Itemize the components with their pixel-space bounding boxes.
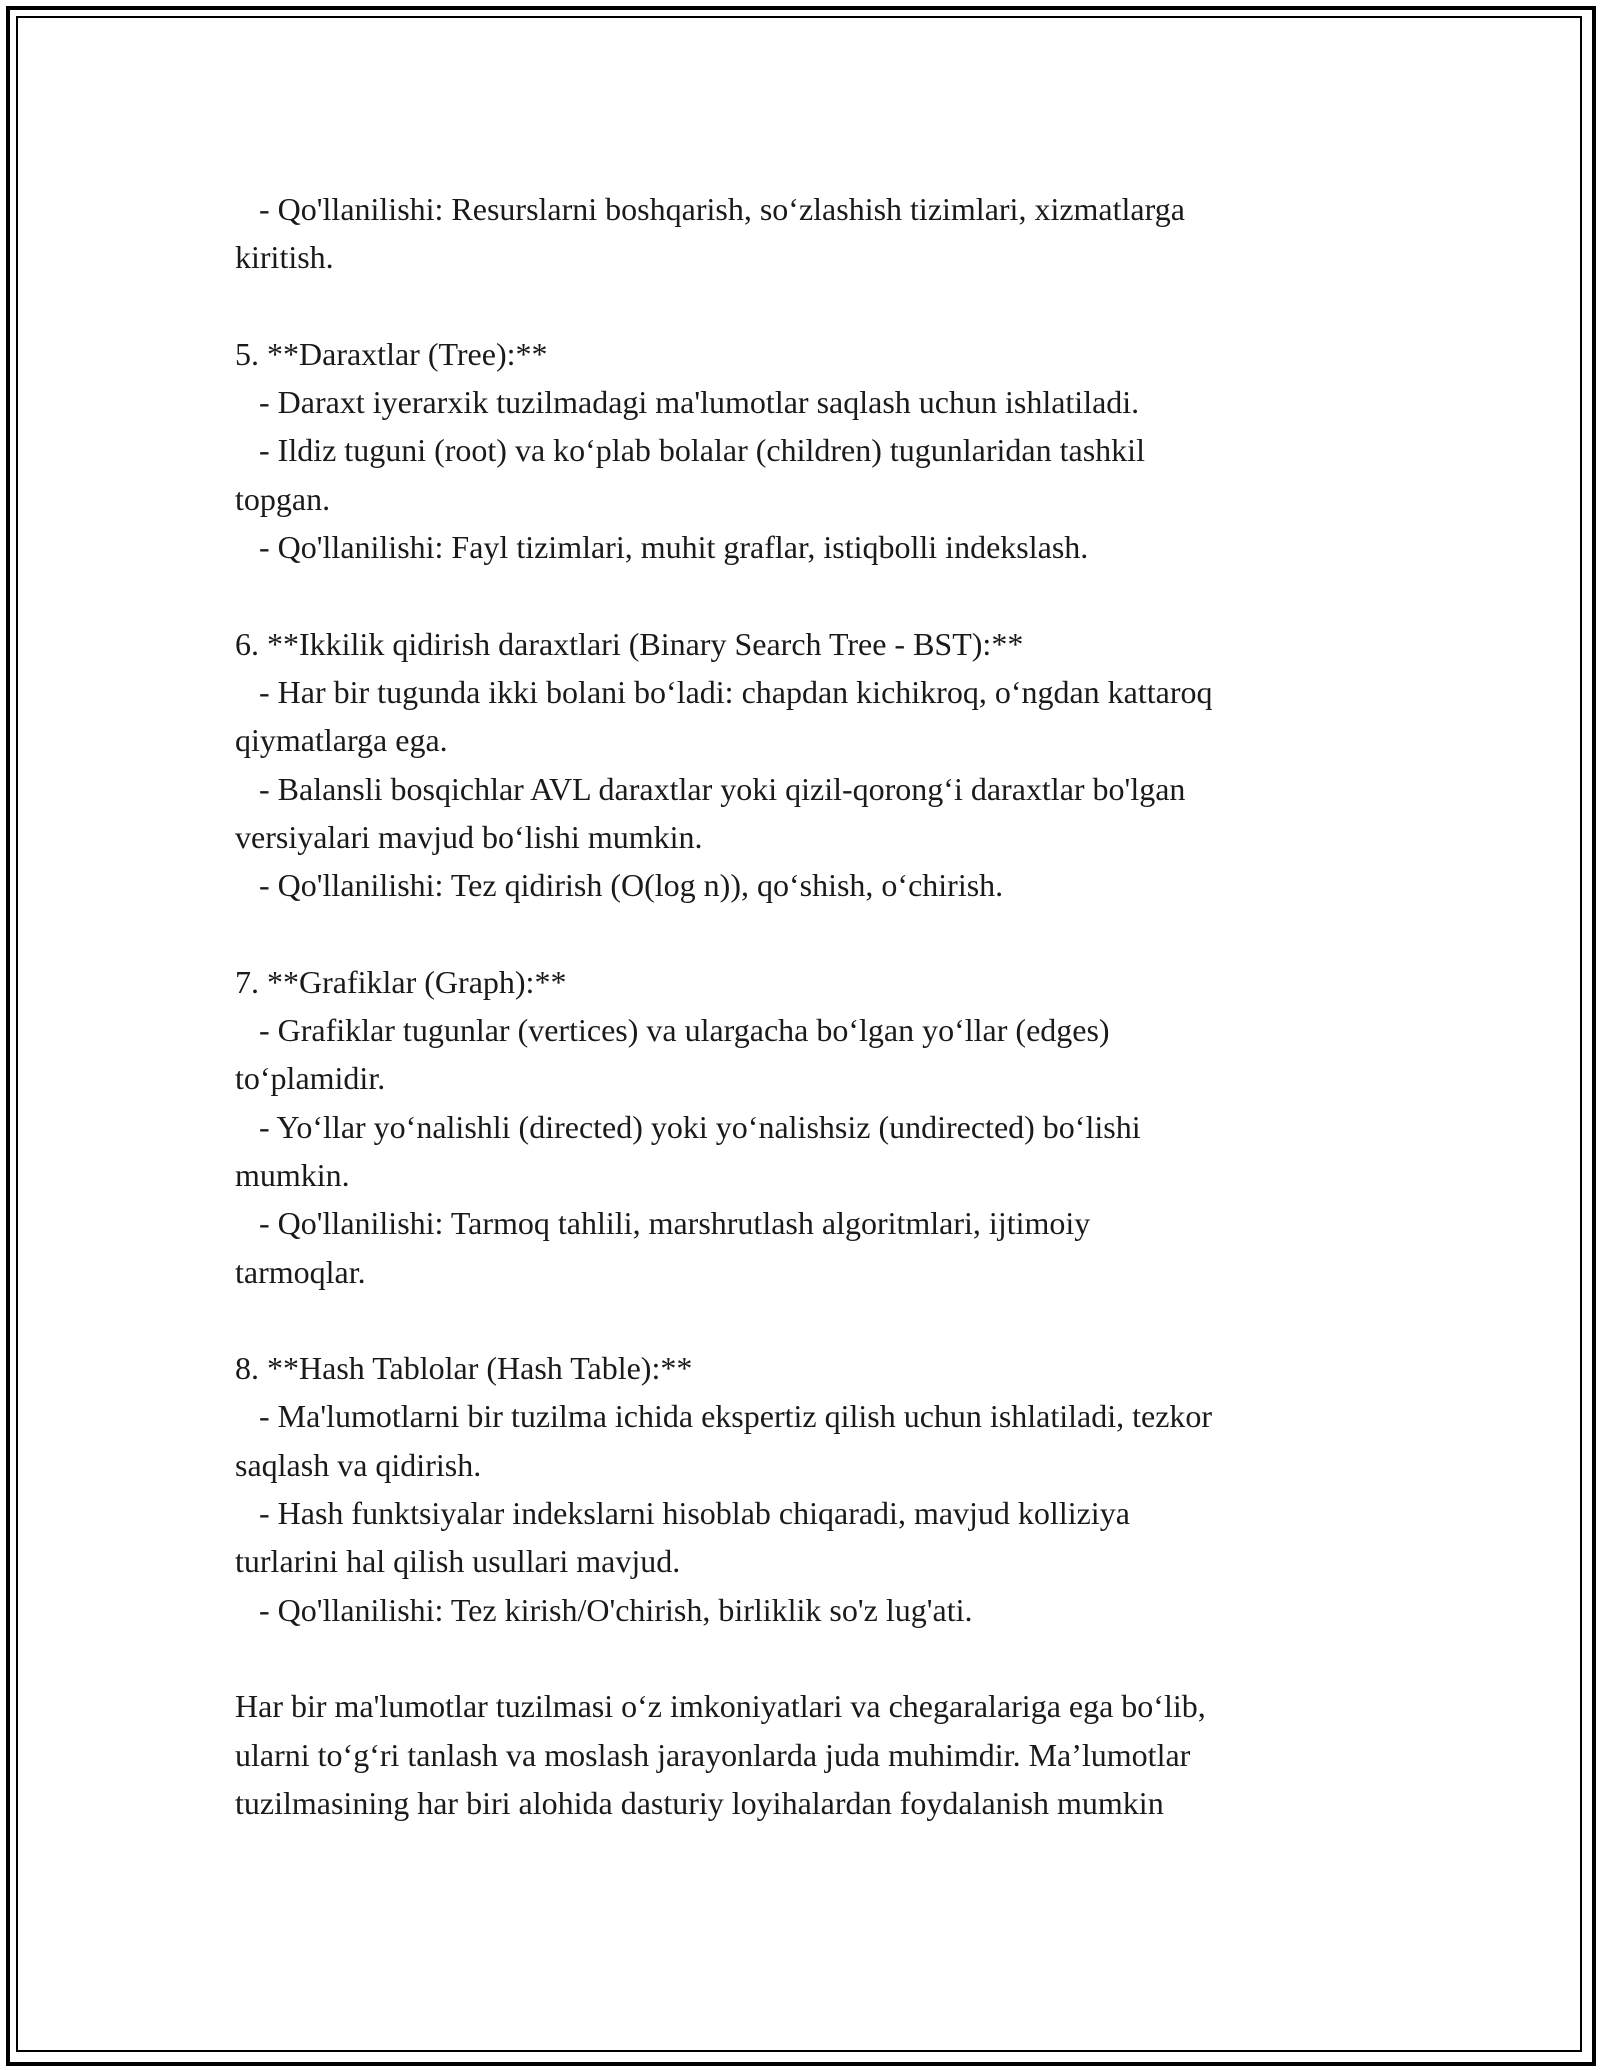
text-line: mumkin. bbox=[235, 1156, 350, 1193]
text-line: - Qo'llanilishi: Resurslarni boshqarish, so‘zlashish tizimlari, xizmatlarga bbox=[235, 191, 1185, 227]
text-line: - Grafiklar tugunlar (vertices) va ulargacha bo‘lgan yo‘llar (edges) bbox=[235, 1012, 1110, 1049]
blank-line bbox=[235, 571, 1365, 619]
text-line: saqlash va qidirish. bbox=[235, 1446, 482, 1483]
section-heading-6: 6. **Ikkilik qidirish daraxtlari (Binary Search Tree - BST):** bbox=[235, 625, 1024, 662]
text-line: - Daraxt iyerarxik tuzilmadagi ma'lumotlar saqlash uchun ishlatiladi. bbox=[235, 384, 1140, 421]
text-line: - Har bir tugunda ikki bolani bo‘ladi: chapdan kichikroq, o‘ngdan kattaroq bbox=[235, 673, 1213, 710]
section-heading-5: 5. **Daraxtlar (Tree):** bbox=[235, 335, 548, 372]
section-heading-7: 7. **Grafiklar (Graph):** bbox=[235, 963, 567, 1000]
text-line: kiritish. bbox=[235, 239, 334, 276]
text-line: - Qo'llanilishi: Tarmoq tahlili, marshrutlash algoritmlari, ijtimoiy bbox=[235, 1205, 1091, 1242]
text-line: turlarini hal qilish usullari mavjud. bbox=[235, 1543, 681, 1580]
text-line: - Qo'llanilishi: Tez kirish/O'chirish, birliklik so'z lug'ati. bbox=[235, 1591, 973, 1628]
text-line: - Ma'lumotlarni bir tuzilma ichida ekspertiz qilish uchun ishlatiladi, tezkor bbox=[235, 1398, 1213, 1435]
text-line: topgan. bbox=[235, 480, 331, 517]
blank-line bbox=[235, 1296, 1365, 1344]
conclusion-line: ularni to‘g‘ri tanlash va moslash jarayonlarda juda muhimdir. Ma’lumotlar bbox=[235, 1736, 1191, 1773]
blank-line bbox=[235, 282, 1365, 330]
conclusion-line: Har bir ma'lumotlar tuzilmasi o‘z imkoniyatlari va chegaralariga ega bo‘lib, bbox=[235, 1688, 1206, 1725]
blank-line bbox=[235, 1634, 1365, 1682]
text-line: to‘plamidir. bbox=[235, 1060, 386, 1097]
text-line: - Hash funktsiyalar indekslarni hisoblab chiqaradi, mavjud kolliziya bbox=[235, 1495, 1130, 1532]
blank-line bbox=[235, 909, 1365, 957]
text-line: - Qo'llanilishi: Fayl tizimlari, muhit graflar, istiqbolli indekslash. bbox=[235, 529, 1089, 566]
text-line: - Ildiz tuguni (root) va ko‘plab bolalar (children) tugunlaridan tashkil bbox=[235, 432, 1145, 469]
section-heading-8: 8. **Hash Tablolar (Hash Table):** bbox=[235, 1350, 693, 1387]
conclusion-line: tuzilmasining har biri alohida dasturiy loyihalardan foydalanish mumkin bbox=[235, 1784, 1164, 1821]
text-line: - Qo'llanilishi: Tez qidirish (O(log n)), qo‘shish, o‘chirish. bbox=[235, 867, 1004, 904]
text-line: - Balansli bosqichlar AVL daraxtlar yoki qizil-qorong‘i daraxtlar bo'lgan bbox=[235, 770, 1186, 807]
text-line: - Yo‘llar yo‘nalishli (directed) yoki yo‘nalishsiz (undirected) bo‘lishi bbox=[235, 1108, 1141, 1145]
document-body bbox=[235, 185, 1365, 1827]
text-line: qiymatlarga ega. bbox=[235, 722, 448, 759]
text-line: tarmoqlar. bbox=[235, 1253, 366, 1290]
text-line: versiyalari mavjud bo‘lishi mumkin. bbox=[235, 818, 703, 855]
